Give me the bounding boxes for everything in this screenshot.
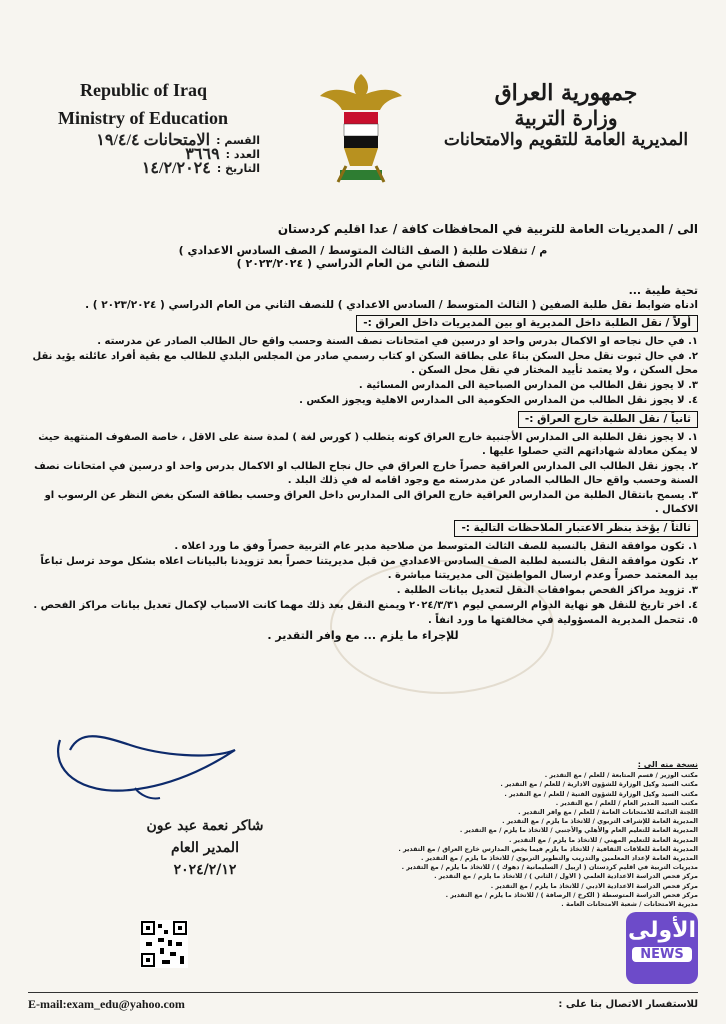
copy-item: مديرية الامتحانات / شعبة الامتحانات العامة . <box>561 900 698 909</box>
letter-footer <box>28 992 698 1015</box>
section-1-item: ٣. لا يجوز نقل الطالب من المدارس الصباحية الى المدارس المسائية . <box>358 380 698 391</box>
signature-date: ٢٠٢٤/٢/١٢ <box>173 862 237 878</box>
copy-item: المديرية العامة لإعداد المعلمين والتدريب والتطوير التربوي / للاتخاذ ما يلزم / مع التقدير . <box>421 854 698 863</box>
signatory-title: المدير العام <box>171 840 239 856</box>
copy-item: مكتب الوزير / قسم المتابعة / للعلم / مع التقدير . <box>544 771 698 780</box>
greeting: تحية طيبة ... <box>628 284 698 297</box>
copy-item: مكتب السيد وكيل الوزارة للشؤون الفنية / للعلم / مع التقدير . <box>504 789 698 798</box>
signature-block <box>120 815 290 881</box>
date-value: ١٤/٢/٢٠٢٤ <box>141 160 211 177</box>
number-value: ٣٦٦٩ <box>185 146 220 163</box>
section-value: الامتحانات ١٩/٤/٤ <box>96 132 211 149</box>
watermark-line-1: الأولى <box>627 918 697 943</box>
copy-item: مركز فحص الدراسة المتوسطة ( الكرخ / الرصافة ) / للاتخاذ ما يلزم / مع التقدير . <box>445 890 698 899</box>
intro-paragraph: ادناه ضوابط نقل طلبة الصفين ( الثالث المتوسط / السادس الاعدادي ) للنصف الثاني من العام الدراسي ( ٢٠٢٣/٢٠٢٤ ) . <box>85 299 698 311</box>
addressee-line: الى / المديريات العامة للتربية في المحافظات كافة / عدا اقليم كردستان <box>277 222 698 236</box>
copy-item: المديرية العامة للعلاقات الثقافية / للاتخاذ ما يلزم فيما يخص المدارس خارج العراق / مع التقدير . <box>398 844 698 853</box>
handwritten-signature-icon <box>40 700 250 810</box>
copy-item: مركز فحص الدراسة الاعدادية الادبي / للاتخاذ ما يلزم / مع التقدير . <box>490 881 698 890</box>
letter-body <box>28 298 698 644</box>
date-label: التاريخ : <box>216 162 260 175</box>
section-1-title: أولاً / نقل الطلبة داخل المديرية او بين المديريات داخل العراق :- <box>356 315 698 332</box>
section-3-item: ٤. اخر تاريخ للنقل هو نهاية الدوام الرسمي ليوم ٢٠٢٤/٣/٣١ ويمنع النقل بعد ذلك مهما كانت الاسباب لإكمال تعديل بيانات مراكز الفحص . <box>33 600 698 611</box>
copy-item: اللجنة الدائمة للامتحانات العامة / للعلم / مع وافر التقدير . <box>518 808 698 817</box>
directorate-name-ar: المديرية العامة للتقويم والامتحانات <box>443 130 689 150</box>
section-3-item: ٣. تزويد مراكز الفحص بموافقات النقل لتعديل بيانات الطلبة . <box>396 585 698 596</box>
footer-email: E-mail:exam_edu@yahoo.com <box>28 996 185 1011</box>
copy-item: المديرية العامة للتعليم المهني / للاتخاذ ما يلزم / مع التقدير . <box>509 835 698 844</box>
section-2-item: ٢. يجوز نقل الطالب الى المدارس العراقية حصراً خارج العراق في حال نجاح الطالب او الاكمال بدرس واحد او درسين في امتحانات نصف السنة وحسب واقع حال الطالب الصادر عن مدرسته مع وجود اقامه له في ذلك البلد . <box>34 461 698 486</box>
footer-contact: للاستفسار الاتصال بنا على : <box>558 998 698 1010</box>
copy-item: المديرية العامة للتعليم العام والأهلي والأجنبي / للاتخاذ ما يلزم / مع التقدير . <box>459 826 698 835</box>
section-label: القسم : <box>216 134 260 147</box>
ministry-name-ar: وزارة التربية <box>514 106 618 130</box>
section-3-item: ٥. تتحمل المديرية المسؤولية في مخالفتها ما ورد انفاً . <box>427 615 698 626</box>
qr-code-icon <box>140 920 188 968</box>
country-name-ar: جمهورية العراق <box>494 80 638 106</box>
section-2-item: ١. لا يجوز نقل الطلبة الى المدارس الأجنبية خارج العراق كونه يتطلب ( كورس لغة ) لمدة سنة على الاقل ، خاصة الصفوف المنتهية حيث لا يمكن معادلة شهاداتهم التي حصلوا عليها . <box>38 432 698 457</box>
copies-title: نسخة منه الى : <box>637 760 698 769</box>
watermark-line-2: NEWS <box>632 947 692 962</box>
ministry-name-en: Ministry of Education <box>58 108 229 128</box>
section-3-title: ثالثاً / يؤخذ بنظر الاعتبار الملاحظات التالية :- <box>454 520 698 537</box>
news-watermark-logo <box>626 912 698 984</box>
number-label: العدد : <box>225 148 260 161</box>
section-1-item: ٢. في حال ثبوت نقل محل السكن بناءً على بطاقة السكن او كتاب رسمي صادر من المجلس البلدي للطالب مع بقية أفراد عائلته يؤيد نقل محل السكن ، ولا يعتمد تأييد المختار في نقل محل السكن . <box>32 351 698 376</box>
section-3-item: ١. تكون موافقة النقل بالنسبة للصف الثالث المتوسط من صلاحية مدير عام التربية حصراً وفق ما ورد اعلاه . <box>174 541 698 552</box>
copy-item: مركز فحص الدراسة الاعدادية العلمي ( الاول / الثاني ) / للاتخاذ ما يلزم / مع التقدير . <box>434 872 698 881</box>
closing-line: للإجراء ما يلزم ... مع وافر التقدير . <box>267 629 459 642</box>
signatory-name: شاكر نعمة عبد عون <box>146 818 264 834</box>
section-1-item: ٤. لا يجوز نقل الطالب من المدارس الحكومية الى المدارس الاهلية ويجوز العكس . <box>299 395 698 406</box>
copies-list <box>398 760 698 909</box>
section-3-item: ٢. تكون موافقة النقل بالنسبة لطلبة الصف السادس الاعدادي من قبل مديريتنا حصراً بعد تزويدنا بالبيانات اعلاه بشكل موحد ترسل تباعاً بيد المعتمد حصراً وعدم ارسال المواطنين الى مديريتنا مباشرة . <box>40 556 698 581</box>
copy-item: مكتب السيد وكيل الوزارة للشؤون الادارية / للعلم / مع التقدير . <box>500 780 698 789</box>
section-2-title: ثانياً / نقل الطلبة خارج العراق :- <box>518 411 698 428</box>
copy-item: مديريات التربية في اقليم كردستان ( اربيل / السليمانية / دهوك ) / للاتخاذ ما يلزم / مع التقدير . <box>401 863 698 872</box>
iraq-eagle-emblem-icon <box>316 66 406 196</box>
subject-line-1: م / تنقلات طلبة ( الصف الثالث المتوسط / الصف السادس الاعدادي ) <box>178 244 548 257</box>
section-1-item: ١. في حال نجاحه او الاكمال بدرس واحد او درسين في امتحانات نصف السنة وحسب واقع حال الطالب الصادر عن مدرسته . <box>97 336 698 347</box>
section-2-item: ٣. يسمح بانتقال الطلبة من المدارس العراقية خارج العراق الى المدارس داخل العراق وحسب بطاقة السكن بغض النظر عن الرسوب او الاكمال . <box>44 490 698 515</box>
country-name-en: Republic of Iraq <box>80 80 208 100</box>
reference-block <box>60 134 260 176</box>
arabic-letterhead <box>436 80 696 150</box>
copy-item: مكتب السيد المدير العام / للعلم / مع التقدير . <box>555 798 698 807</box>
subject-line-2: للنصف الثاني من العام الدراسي ( ٢٠٢٣/٢٠٢٤ ) <box>236 257 490 270</box>
copy-item: المديرية العامة للإشراف التربوي / للاتخاذ ما يلزم / مع التقدير . <box>502 817 698 826</box>
subject-block <box>28 244 698 270</box>
